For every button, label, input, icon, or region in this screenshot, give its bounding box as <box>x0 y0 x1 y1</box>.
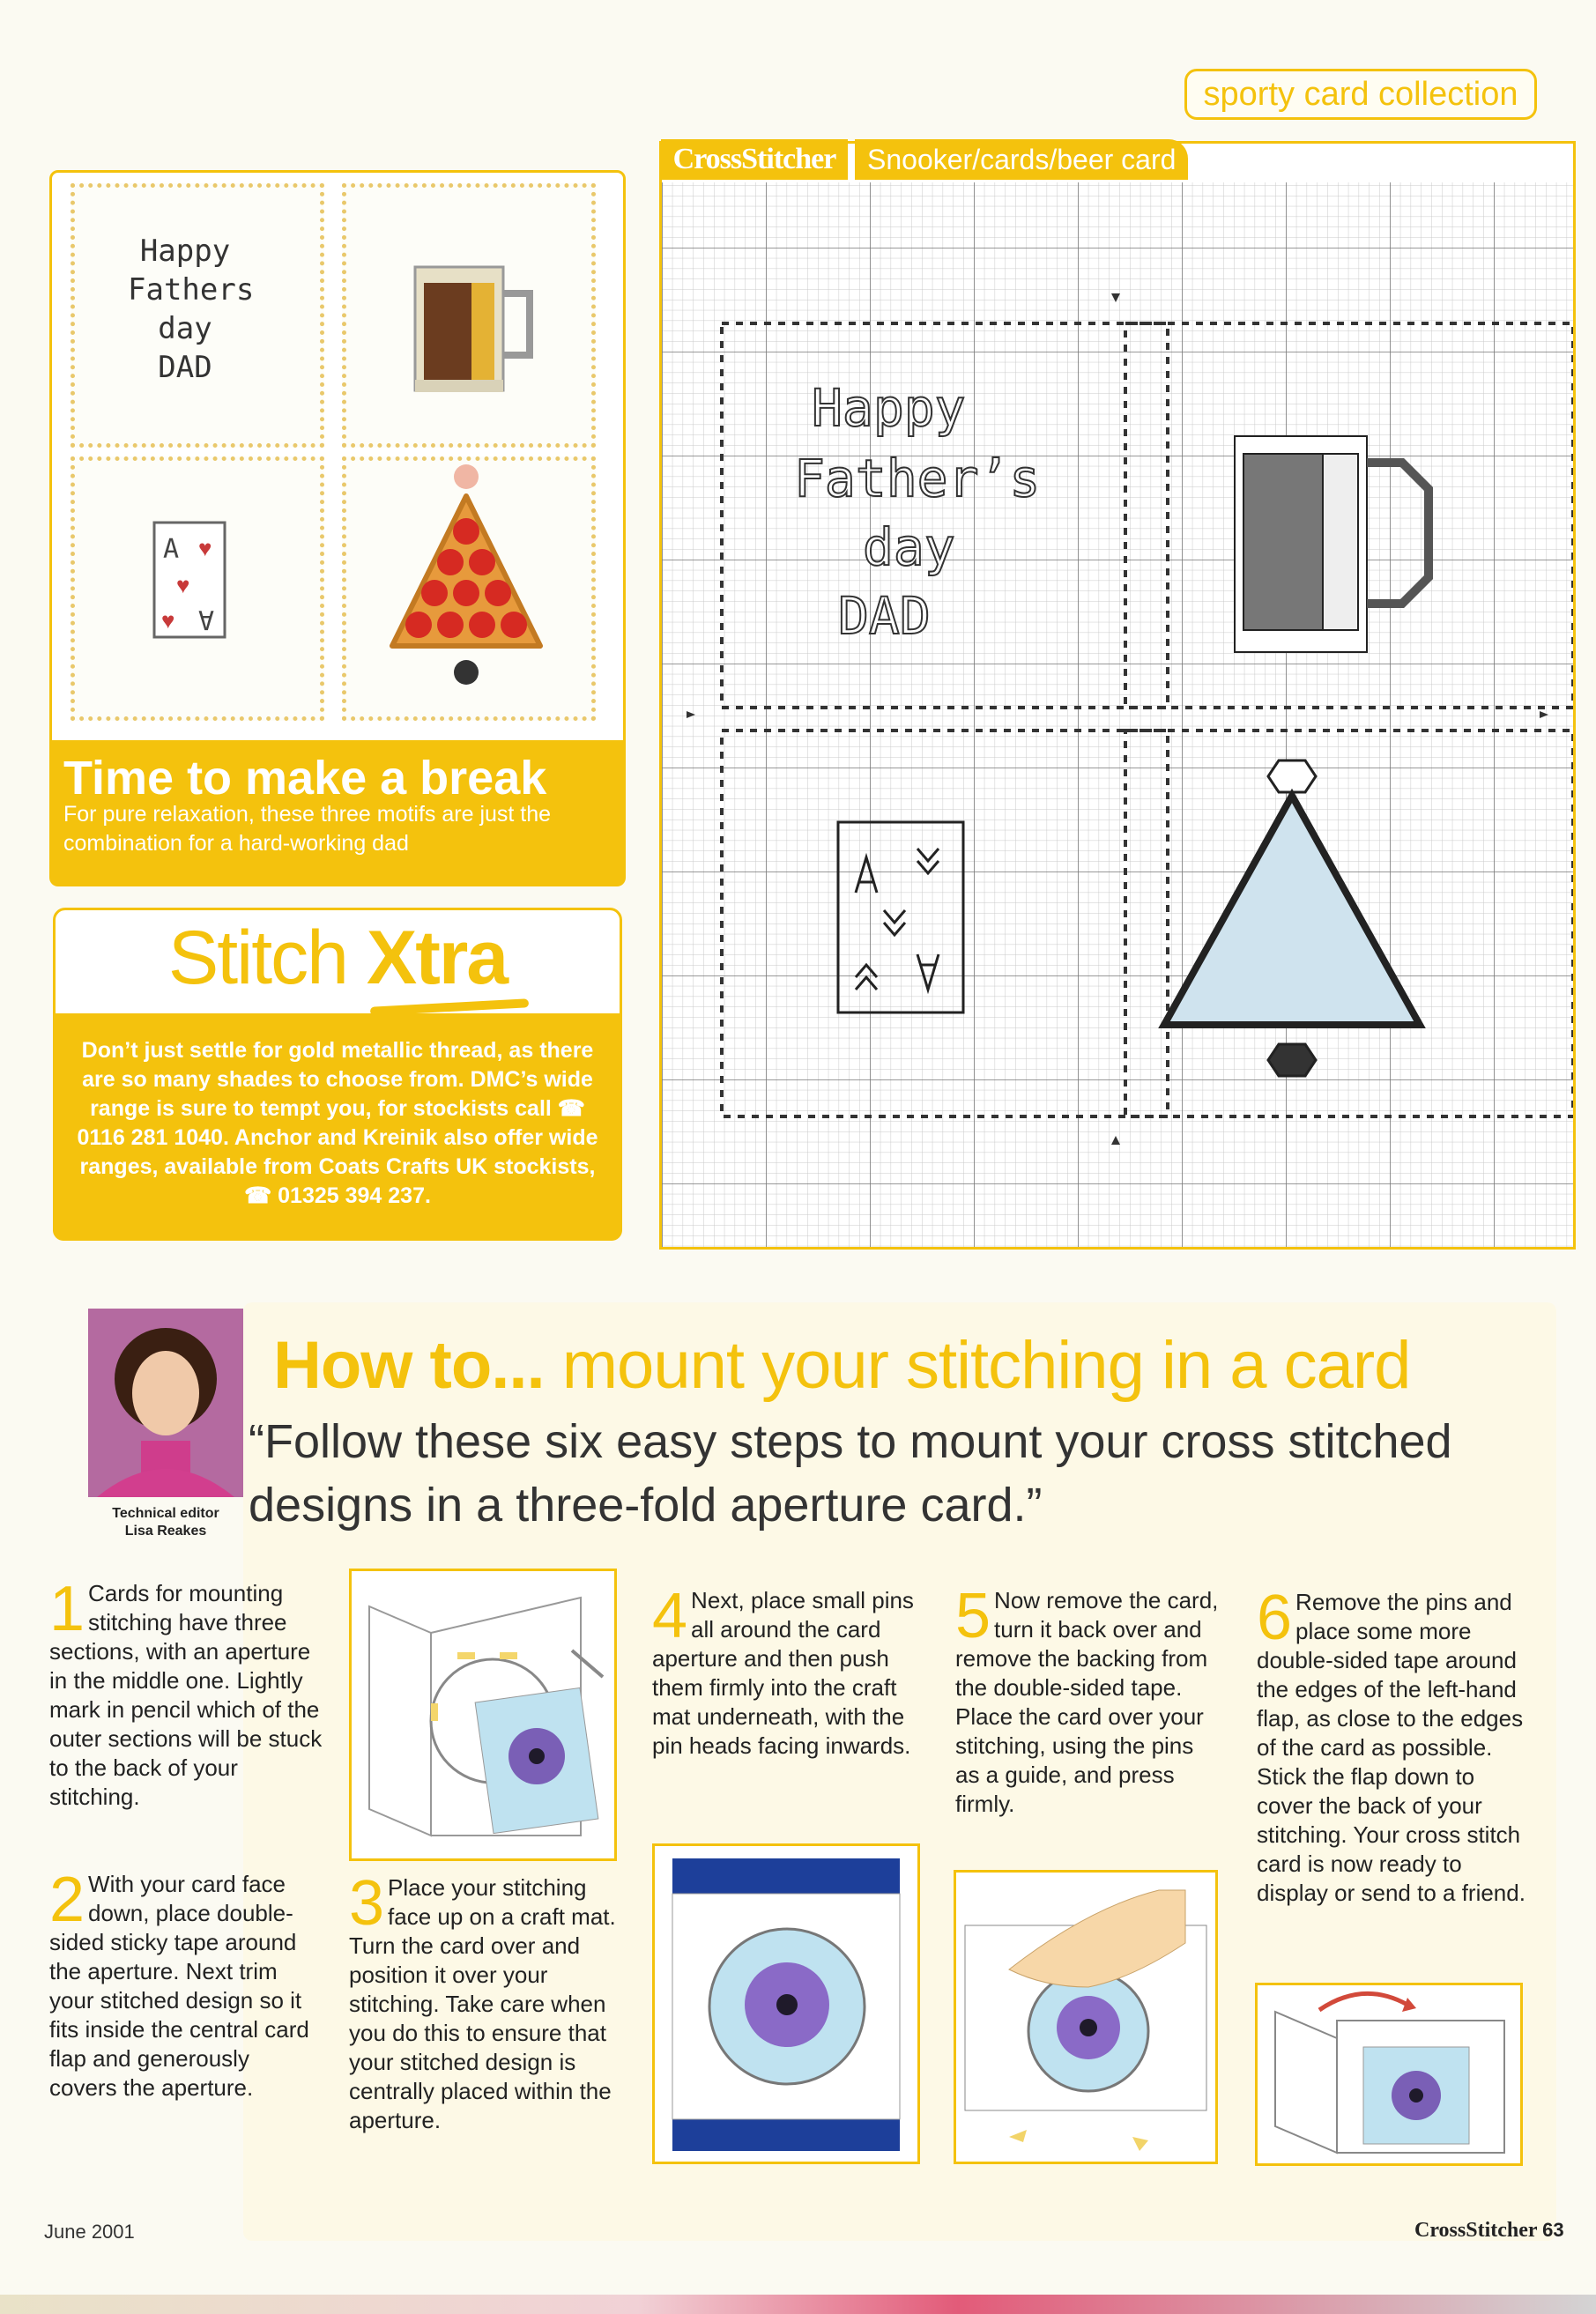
stitch-xtra-title-b: Xtra <box>366 916 508 1000</box>
svg-text:∀: ∀ <box>198 606 215 637</box>
chart-text-day: day <box>863 517 955 577</box>
step-number: 5 <box>955 1581 991 1651</box>
illustration-step-4 <box>652 1843 920 2164</box>
svg-text:A: A <box>163 534 180 565</box>
footer-page-number: 63 <box>1542 2219 1564 2241</box>
photo-card-line: Happy <box>139 234 231 269</box>
snooker-triangle-icon <box>346 461 591 716</box>
photo-card-line: day <box>158 311 212 346</box>
stitched-cards-photo <box>71 183 605 737</box>
howto-title-bold: How to... <box>273 1328 545 1403</box>
caption-subtitle: For pure relaxation, these three motifs are just the combination for a hard-working dad <box>63 802 552 856</box>
step-number: 6 <box>1257 1583 1293 1653</box>
howto-quote: “Follow these six easy steps to mount your cross stitched designs in a three-fold aperture card.” <box>249 1415 1452 1532</box>
step-4 <box>652 1581 917 1761</box>
howto-title-rest: mount your stitching in a card <box>544 1328 1411 1403</box>
chart-label: Snooker/cards/beer card <box>855 139 1188 180</box>
footer-magazine: CrossStitcher <box>1414 2219 1538 2242</box>
step-2 <box>49 1865 323 2103</box>
step-number: 4 <box>652 1581 688 1651</box>
editor-portrait <box>88 1309 243 1497</box>
step-number: 1 <box>49 1574 85 1644</box>
editor-name: Lisa Reakes <box>124 1524 207 1539</box>
stitch-xtra-text: Don’t just settle for gold metallic thread, as there are so many shades to choose from. DMC’s wide range is sure to tempt you, for stockists call ☎ 0116 281 1040. Anchor and Kreinik also offer wide ranges, available from Coats Crafts UK stockists, ☎ 01325 394 237. <box>77 1038 598 1208</box>
step-text: With your card face down, place double-sided sticky tape around the aperture. Next trim your stitched design so it fits inside the central card flap and generously covers the aperture. <box>49 1871 309 2101</box>
photo-card-snooker <box>342 456 596 721</box>
step-text: Now remove the card, turn it back over and remove the backing from the double-sided tape. Place the card over your stitching, using the pins as a guide, and press firmly. <box>955 1587 1219 1817</box>
chart-grid <box>662 144 1573 1247</box>
illustration-step-1 <box>349 1569 617 1861</box>
chart-text-happy: Happy <box>812 378 966 438</box>
footer-page-info <box>1414 2219 1564 2243</box>
step-text: Cards for mounting stitching have three sections, with an aperture in the middle one. Lightly mark in pencil which of the outer sections will be stuck to the back of your stitching. <box>49 1580 323 1810</box>
photo-card-line: Fathers <box>128 272 255 308</box>
footer-date: June 2001 <box>44 2221 135 2243</box>
step-1 <box>49 1574 323 1812</box>
step-5 <box>955 1581 1220 1819</box>
cross-stitch-chart <box>659 141 1576 1250</box>
photo-card-playing-card <box>71 456 324 721</box>
editor-caption <box>88 1505 243 1540</box>
chart-text-fathers: Father’s <box>794 449 1041 508</box>
stitch-xtra-title <box>53 915 622 1002</box>
stitch-xtra-title-a: Stitch <box>167 916 367 1000</box>
playing-card-icon <box>75 461 320 716</box>
howto-title <box>273 1327 1410 1404</box>
svg-text:♥: ♥ <box>161 607 175 634</box>
beer-mug-icon <box>346 188 591 443</box>
photo-card-beer <box>342 183 596 448</box>
pinned-card-icon <box>655 1846 917 2162</box>
photo-card-fathers-day <box>71 183 324 448</box>
svg-text:♥: ♥ <box>176 572 190 598</box>
chart-logo: CrossStitcher <box>661 139 848 180</box>
chart-text-dad: DAD <box>838 586 931 646</box>
step-6 <box>1257 1583 1526 1908</box>
illustration-step-6 <box>1255 1983 1523 2166</box>
caption-title: Time to make a break <box>63 752 547 805</box>
step-number: 3 <box>349 1868 385 1939</box>
step-3 <box>349 1868 622 2135</box>
step-text: Remove the pins and place some more double-sided tape around the edges of the left-hand flap, as close to the edges of the card as possible. Stick the flap down to cover the back of your stitching. Your cross stitch card is now ready to display or send to a friend. <box>1257 1589 1525 1906</box>
bottom-edge <box>0 2295 1596 2314</box>
section-tag: sporty card collection <box>1184 69 1537 120</box>
card-aperture-icon <box>352 1571 614 1858</box>
editor-role: Technical editor <box>112 1506 219 1521</box>
svg-text:♥: ♥ <box>198 535 212 561</box>
folding-card-icon <box>1258 1985 1520 2163</box>
photo-card-line: DAD <box>158 350 212 385</box>
editor-photo-icon <box>88 1309 243 1497</box>
pressing-card-icon <box>956 1873 1215 2162</box>
illustration-step-5 <box>954 1870 1218 2164</box>
step-number: 2 <box>49 1865 85 1935</box>
step-text: Next, place small pins all around the card aperture and then push them firmly into the craft mat underneath, with the pin heads facing inwards. <box>652 1587 914 1759</box>
step-text: Place your stitching face up on a craft mat. Turn the card over and position it over your stitching. Take care when you do this to ensure that your stitched design is centrally placed within the aperture. <box>349 1874 616 2133</box>
